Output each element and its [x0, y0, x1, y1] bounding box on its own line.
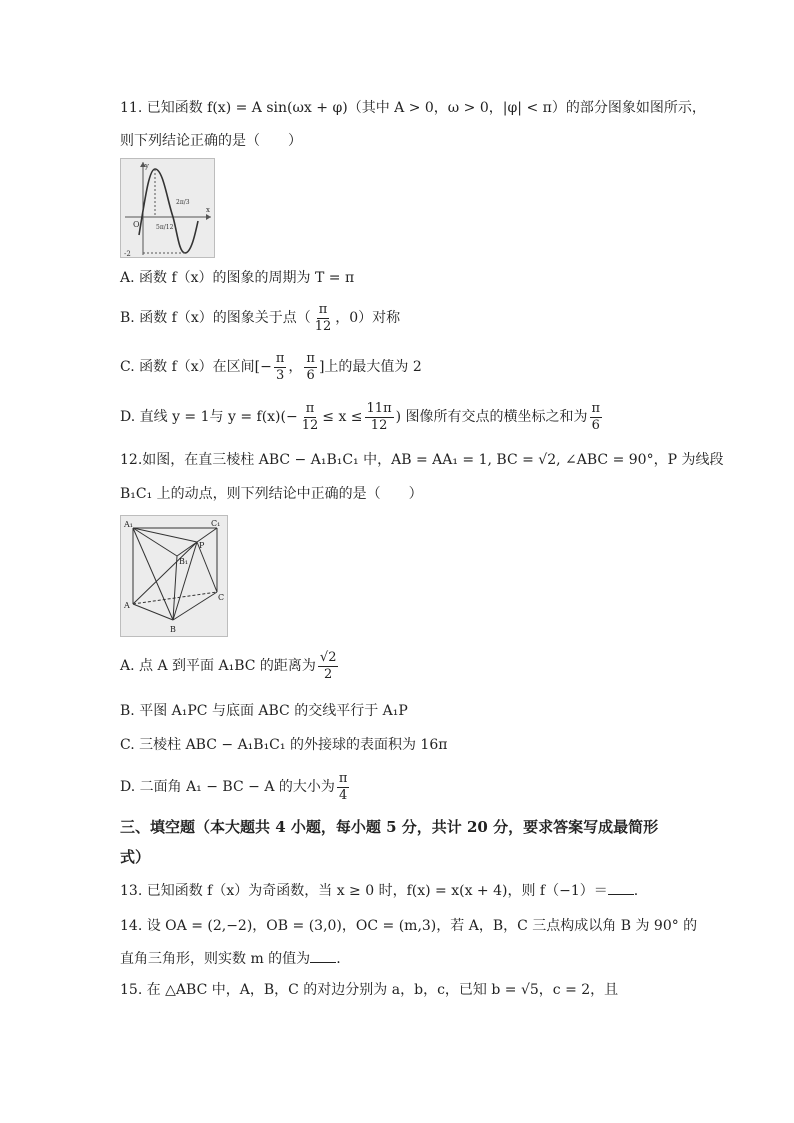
q11-fig-tick1: 5π/12	[156, 224, 174, 231]
section3-heading-line1: 三、填空题（本大题共 4 小题，每小题 5 分，共计 20 分，要求答案写成最简形	[120, 818, 659, 836]
q11-option-d-text: D. 直线 y = 1与 y = f(x)(−	[120, 409, 298, 425]
q14-stem-line1: 14. 设 OA = (2,−2)，OB = (3,0)，OC = (m,3)，若 A，B，C 三点构成以角 B 为 90° 的	[120, 918, 698, 934]
q12-fig-label-c: C	[218, 593, 225, 602]
q11-fig-x-label: x	[206, 206, 210, 214]
q14-text-after: .	[336, 951, 341, 967]
section3-heading-line2: 式）	[120, 848, 151, 866]
q12-option-d-text: D. 二面角 A₁ − BC − A 的大小为	[120, 779, 335, 795]
q11-option-d-fraction3: $\frac{\pi}{6}$	[591, 400, 601, 433]
q11-option-b-text-after: ，0）对称	[335, 310, 401, 326]
q12-option-b	[120, 701, 408, 721]
q13-stem	[120, 880, 638, 901]
q11-stem-line2: 则下列结论正确的是（ ）	[120, 133, 302, 149]
q11-option-c-fraction1: $\frac{\pi}{3}$	[275, 350, 285, 383]
q12-option-d	[120, 767, 351, 807]
q12-stem-line2: B₁C₁ 上的动点，则下列结论中正确的是（ ）	[120, 486, 423, 502]
q12-fig-label-a1: A₁	[124, 520, 133, 529]
q11-option-c-fraction2: $\frac{\pi}{6}$	[306, 350, 315, 383]
q11-fig-neg-two: -2	[124, 250, 131, 257]
q11-option-d-fraction2: $\frac{11\pi}{12}$	[366, 400, 392, 433]
q11-option-a	[120, 268, 354, 288]
q11-option-c-text-after: ]上的最大值为 2	[318, 359, 422, 375]
q13-answer-blank[interactable]	[608, 880, 634, 895]
q12-option-d-fraction: $\frac{\pi}{4}$	[338, 770, 348, 803]
q14-stem-line2	[120, 948, 341, 969]
q11-option-d-mid: ≤ x ≤	[322, 409, 363, 425]
q11-option-c-text: C. 函数 f（x）在区间[−	[120, 359, 272, 375]
q12-option-c-text: C. 三棱柱 ABC − A₁B₁C₁ 的外接球的表面积为 16π	[120, 737, 448, 753]
q12-option-c	[120, 735, 447, 755]
q11-option-d	[120, 397, 604, 437]
q11-option-b-fraction: $\frac{\pi}{12}$	[314, 301, 332, 334]
q11-fig-tick2: 2π/3	[176, 199, 190, 206]
q12-option-b-text: B. 平图 A₁PC 与底面 ABC 的交线平行于 A₁P	[120, 703, 408, 719]
q11-stem-line1: 11. 已知函数 f(x) = A sin(ωx + φ)（其中 A > 0，ω > 0，|φ| < π）的部分图象如图所示，	[120, 100, 706, 116]
q11-option-b	[120, 298, 400, 338]
q14-answer-blank[interactable]	[310, 948, 336, 963]
q13-text-after: .	[633, 883, 639, 899]
q13-text: 13. 已知函数 f（x）为奇函数，当 x ≥ 0 时，f(x) = x(x + 4)，则 f（−1）＝	[120, 883, 608, 899]
q12-fig-label-b: B	[170, 625, 176, 634]
q11-option-c-mid: ，	[288, 359, 303, 375]
q12-option-a-fraction: $\frac{√2}{2}$	[319, 649, 337, 682]
q11-option-a-text: A. 函数 f（x）的图象的周期为 T = π	[120, 270, 355, 286]
q12-fig-label-a: A	[124, 601, 130, 610]
q12-stem-line1: 12.如图，在直三棱柱 ABC − A₁B₁C₁ 中，AB = AA₁ = 1, BC = √2, ∠ABC = 90°，P 为线段	[120, 452, 724, 468]
q11-sine-graph-figure	[120, 158, 215, 258]
q14-text: 直角三角形，则实数 m 的值为	[120, 951, 311, 967]
q11-fig-origin: O	[133, 220, 140, 229]
q11-option-b-text: B. 函数 f（x）的图象关于点（	[120, 310, 311, 326]
q12-option-a	[120, 645, 340, 687]
q11-fig-y-label: y	[145, 162, 149, 170]
q12-fig-label-c1: C₁	[211, 519, 221, 528]
q12-option-a-text: A. 点 A 到平面 A₁BC 的距离为	[120, 658, 316, 674]
q11-option-c	[120, 347, 422, 387]
q11-option-d-fraction1: $\frac{\pi}{12}$	[301, 400, 319, 433]
q15-stem-line1: 15. 在 △ABC 中，A，B，C 的对边分别为 a，b，c，已知 b = √5，c = 2，且	[120, 982, 619, 998]
q11-option-d-mid2: ) 图像所有交点的横坐标之和为	[395, 409, 588, 425]
q12-fig-label-p: P	[199, 541, 205, 550]
q12-prism-figure	[120, 515, 228, 637]
q12-fig-label-b1: B₁	[179, 557, 189, 566]
